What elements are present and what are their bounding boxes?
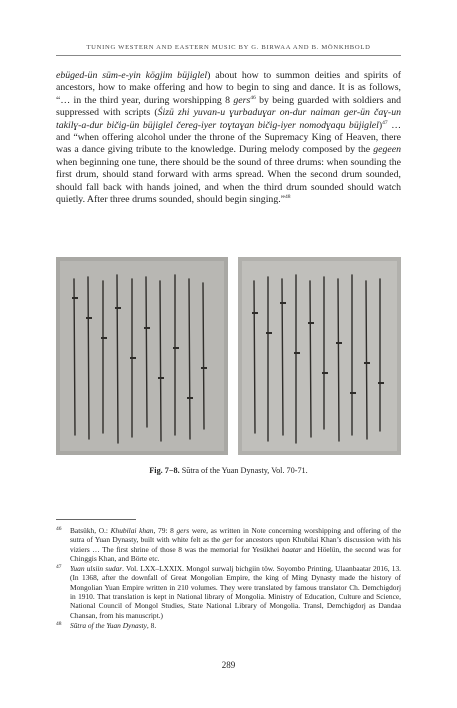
body-text-segment: ) about how to summon deities and spirits of ancestors, how to make offering and how to begin to sing and dance. It is as follows, “… in the third year, during worshipping 8 [56,70,402,106]
mongolian-quote: Śizü zhi yuvan-u ɣurbaduɣar on-dur naiman ger-ün čaɣ-un takilɣ-a-dur bičig-ün büjiglel čereg-iyer toɣtaɣan bičig-iyer nomodɣaqu büjiglel [56,107,401,131]
footnote-48 [56,621,401,630]
footnote-term: gers [176,526,190,535]
footnote-text: Batsükh, O.: [70,526,111,535]
body-text-segment: by being guarded with soldiers and suppressed with scripts ( [56,94,401,119]
body-paragraph [56,70,401,206]
footnote-term: ger [222,535,233,545]
body-text [56,70,401,206]
footnote-text: for ancestors upon Khubilai Khan’s discussion with his viziers … The first shrine of those 8 was the memorial for Yesükhei [70,535,402,554]
footnote-number: 47 [56,564,62,571]
page-number: 289 [221,660,236,670]
body-text-segment: ) [378,119,383,131]
footnote-ref-46[interactable]: 46 [250,94,256,101]
mongolian-title: ebüged-ün süm-e-yin kögjim büjiglel [56,70,208,81]
footnote-ref-47[interactable]: 47 [382,119,388,126]
footnote-term: baatar [281,544,302,554]
footnote-text: and Höelün, the second was for Chinggis Khan, and Börte etc. [70,544,401,563]
body-text-segment: when beginning one tune, there should be the sound of three drums: when sounding the first drum, should stand forward with arms spread. When the second drum sounded, should fall back with hands joined, and when the third drum sounded should watch quietly. After three drums sounded, should begin singing.” [56,156,401,206]
figure-manuscripts [56,257,401,455]
footnote-title: Sūtra of the Yuan Dynasty [70,620,147,630]
footnote-text: , 8. [146,620,157,630]
term-gegeen: gegeen [373,144,401,156]
footnote-rule [56,519,136,520]
figure-caption-text: Sūtra of the Yuan Dynasty, Vol. 70-71. [179,466,308,475]
figure-caption-label: Fig. 7−8. [149,466,180,475]
footnote-title: Yuan ulsiin sudar [70,564,123,574]
figure-caption [56,466,401,475]
footnote-text: . Vol. LXX–LXXIX. Mongol surwalj bichgiin töw. Soyombo Printing, Ulaanbaatar 2016, 13. (In 1368, after the downfall of Great Mongolian Empire, the king of Ming Dynasty made the history of Mongolian Yuan Empire written in 210 volumes. They were translated by famous translator Ch. Demchigdorj in 1910. That translation is kept in National library of Mongolia. Ministry of Education, Culture and Science, National Council of Mongol Studies, State National Library of Mongolia. Transl, Demchigdorj as Dandaa Chansan, from his manuscript.) [70,564,401,620]
manuscript-image-right [238,257,401,455]
footnote-number: 46 [56,526,62,532]
body-text-segment: … and “when offering alcohol under the throne of the Supremacy King of Heaven, there was a dance giving tribute to the knowledge. During melody composed by the [56,119,401,156]
footnotes [56,526,401,631]
footnote-title: Khubilai khan [110,526,154,535]
footnote-text: , 79: 8 [153,526,177,535]
running-header: TUNING WESTERN AND EASTERN MUSIC BY G. BIRWAA AND B. MÖNKHBOLD [86,44,371,51]
footnote-text: were, as written in Note concerning worshipping and offering of the sutra of Yuan Dynasty, built with white felt as the [70,526,401,545]
footnote-47 [56,564,401,620]
footnote-number: 48 [56,620,62,627]
footnote-46 [56,526,401,563]
header-rule [56,55,401,56]
manuscript-image-left [56,257,228,455]
term-gers: gers [233,94,251,106]
footnote-ref-48[interactable]: 48 [285,194,291,201]
